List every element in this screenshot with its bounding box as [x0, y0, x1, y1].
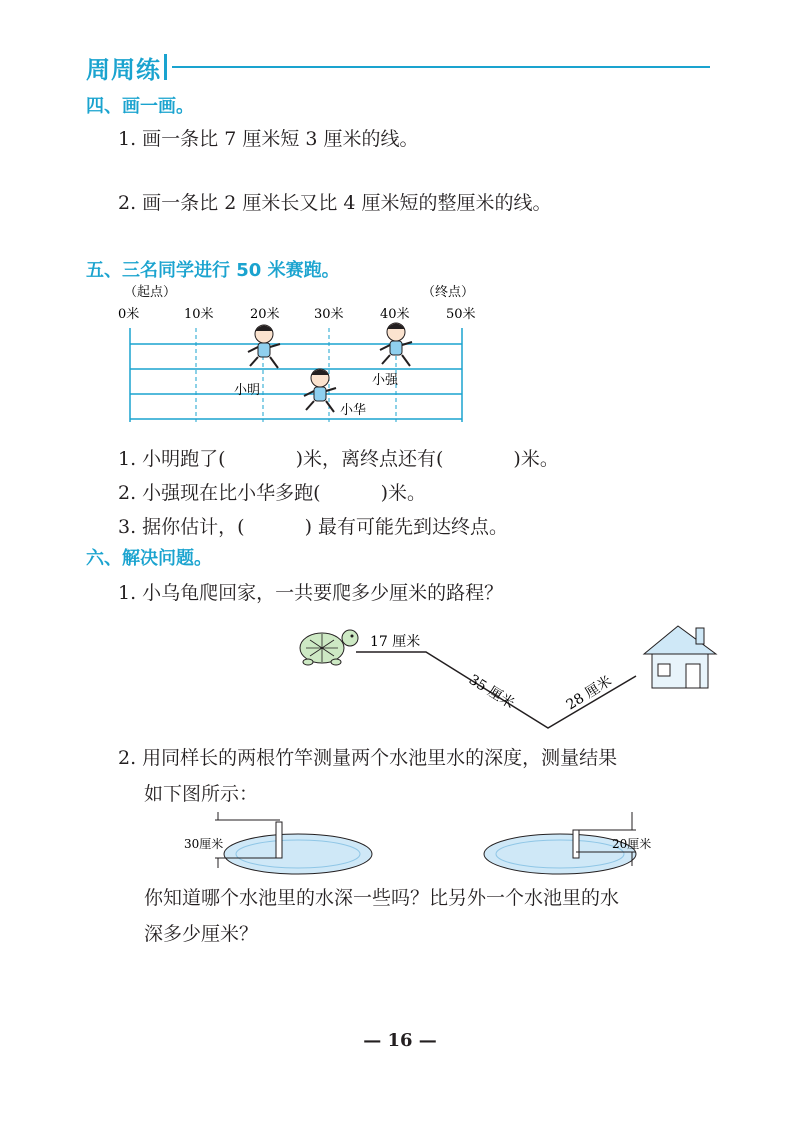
header-divider [172, 66, 710, 68]
race-track-diagram [110, 280, 490, 430]
q3-suffix: ) 最有可能先到达终点。 [304, 516, 509, 538]
turtle-icon [300, 630, 358, 665]
section-6-heading: 六、解决问题。 [86, 548, 212, 569]
runner-label-xiaohua: 小华 [340, 403, 367, 418]
tick-label-50: 50米 [446, 307, 476, 322]
runner-xiaohua-icon [304, 369, 336, 412]
path-label-2: 35 厘米 [465, 671, 517, 713]
q3-prefix: 3. 据你估计，( [118, 516, 245, 538]
start-label: （起点） [124, 285, 177, 300]
path-label-1: 17 厘米 [370, 634, 421, 650]
turtle-path-diagram [296, 618, 720, 738]
house-icon [644, 626, 716, 688]
q2-suffix: )米。 [380, 482, 427, 504]
runner-xiaoming-icon [248, 325, 280, 368]
section-6-question-1: 1. 小乌龟爬回家，一共要爬多少厘米的路程？ [118, 582, 504, 604]
q2-line-1: 2. 用同样长的两根竹竿测量两个水池里水的深度，测量结果 [118, 747, 618, 769]
finish-label: （终点） [422, 285, 475, 300]
tick-label-30: 30米 [314, 307, 344, 322]
tick-label-40: 40米 [380, 307, 410, 322]
pond-right-label: 20厘米 [612, 837, 652, 851]
page-title: 周周练 [86, 56, 161, 84]
section-4-item-1: 1. 画一条比 7 厘米短 3 厘米的线。 [118, 128, 419, 150]
section-4-heading: 四、画一画。 [86, 96, 194, 117]
section-5-heading: 五、三名同学进行 50 米赛跑。 [86, 260, 340, 281]
q2-line-2: 如下图所示： [144, 783, 259, 805]
pond-left-label: 30厘米 [184, 837, 224, 851]
header-divider-mark [164, 54, 167, 80]
section-5-question-3 [118, 512, 508, 539]
section-6-question-2 [118, 740, 718, 812]
runner-label-xiaoqiang: 小强 [372, 373, 399, 388]
tick-label-10: 10米 [184, 307, 214, 322]
path-label-3: 28 厘米 [563, 673, 615, 714]
page-number: — 16 — [363, 1030, 437, 1051]
ponds-diagram [180, 808, 680, 888]
tick-label-0: 0米 [118, 307, 140, 322]
q2-line-3: 你知道哪个水池里的水深一些吗？比另外一个水池里的水 [144, 887, 620, 909]
section-5-question-2 [118, 478, 426, 505]
q1-prefix: 1. 小明跑了( [118, 448, 226, 470]
runner-label-xiaoming: 小明 [234, 383, 261, 398]
q1-middle: )米，离终点还有( [295, 448, 444, 470]
q2-prefix: 2. 小强现在比小华多跑( [118, 482, 321, 504]
tick-label-20: 20米 [250, 307, 280, 322]
section-5-question-1 [118, 444, 559, 471]
pole-right [573, 830, 579, 858]
section-4-item-2: 2. 画一条比 2 厘米长又比 4 厘米短的整厘米的线。 [118, 192, 552, 214]
q1-suffix: )米。 [513, 448, 559, 470]
pole-left [276, 822, 282, 858]
q2-line-4: 深多少厘米？ [144, 923, 259, 945]
section-6-question-2-continued [118, 880, 718, 952]
